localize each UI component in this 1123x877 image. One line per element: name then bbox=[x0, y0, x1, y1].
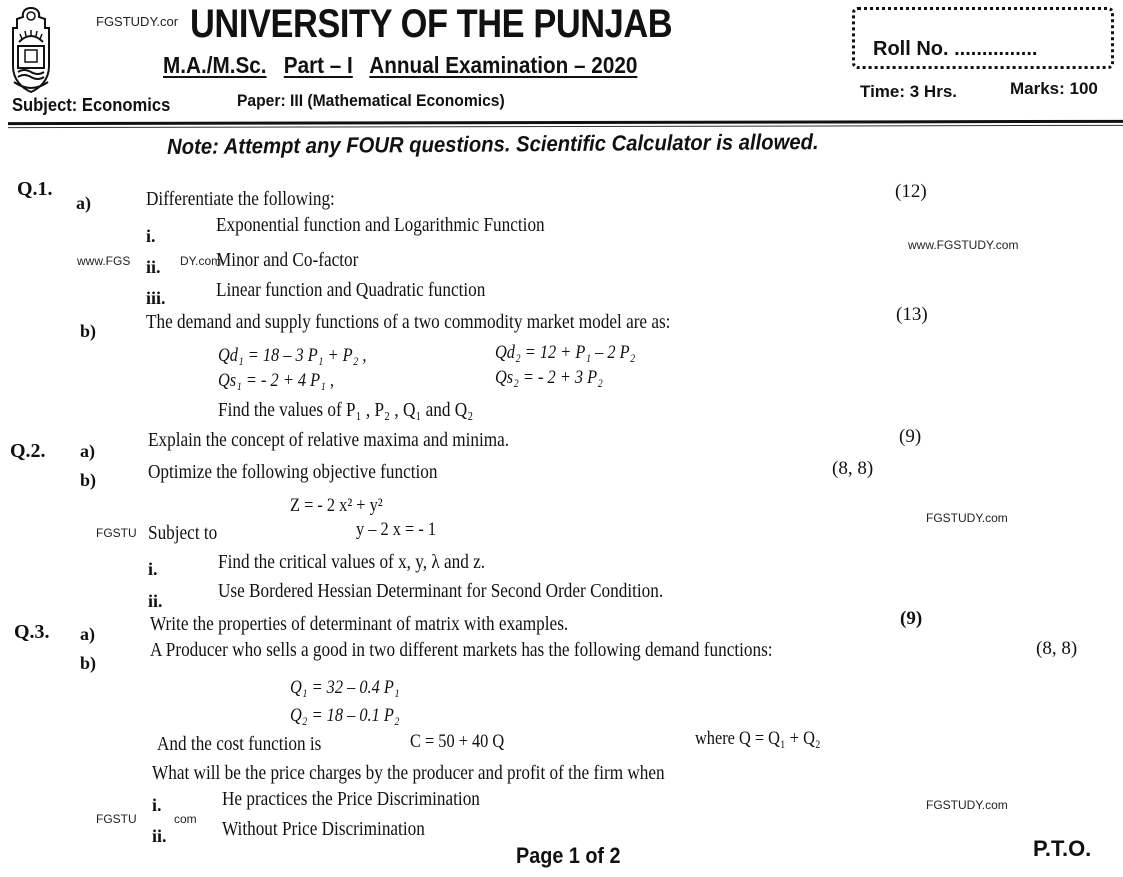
question-text: Differentiate the following: bbox=[146, 188, 335, 210]
marks: (9) bbox=[899, 426, 922, 447]
question-text: Explain the concept of relative maxima and minima. bbox=[148, 429, 510, 451]
marks: (13) bbox=[896, 304, 928, 325]
subject: Subject: Economics bbox=[12, 95, 171, 115]
question-text: Write the properties of determinant of matrix with examples. bbox=[150, 613, 569, 635]
marks: (9) bbox=[900, 608, 923, 629]
watermark: FGSTUDY.com bbox=[926, 798, 1008, 812]
part-label: a) bbox=[80, 441, 95, 461]
equation: Qd₁ = 18 – 3 P₁ + P₂ , bbox=[218, 345, 367, 366]
find-instruction: Find the values of P₁ , P₂ , Q₁ and Q₂ bbox=[218, 399, 474, 421]
cost-function: C = 50 + 40 Q bbox=[410, 731, 505, 752]
please-turn-over: P.T.O. bbox=[1033, 836, 1092, 861]
equation: Qd₂ = 12 + P₁ – 2 P₂ bbox=[495, 342, 636, 363]
question-number: Q.1. bbox=[17, 178, 53, 200]
question-number: Q.3. bbox=[14, 621, 50, 643]
item-label: i. bbox=[152, 795, 162, 815]
item-text: Find the critical values of x, y, λ and z. bbox=[218, 551, 486, 573]
item-label: ii. bbox=[148, 591, 163, 611]
instructions-note: Note: Attempt any FOUR questions. Scientific Calculator is allowed. bbox=[167, 129, 819, 159]
equation: Qs₁ = - 2 + 4 P₁ , bbox=[218, 370, 335, 391]
cost-function-label: And the cost function is bbox=[157, 733, 322, 755]
program: M.A./M.Sc. bbox=[163, 52, 267, 78]
part-label: b) bbox=[80, 653, 97, 673]
item-text: Exponential function and Logarithmic Function bbox=[216, 214, 545, 236]
program-line bbox=[163, 52, 637, 79]
watermark: FGSTU bbox=[96, 812, 137, 826]
item-label: i. bbox=[146, 226, 156, 246]
total-marks: Marks: 100 bbox=[1010, 79, 1098, 98]
watermark: DY.com bbox=[180, 254, 222, 268]
question-text: A Producer who sells a good in two different markets has the following demand functions: bbox=[150, 639, 773, 661]
objective-function: Z = - 2 x² + y² bbox=[290, 495, 383, 516]
watermark: FGSTUDY.cor bbox=[96, 14, 179, 29]
equation: Q₁ = 32 – 0.4 P₁ bbox=[290, 677, 400, 698]
subject-to-label: Subject to bbox=[148, 522, 218, 544]
header-divider-thin bbox=[8, 125, 1123, 128]
part-label: a) bbox=[80, 624, 95, 644]
watermark: FGSTU bbox=[96, 526, 137, 540]
part-label: b) bbox=[80, 470, 97, 490]
item-label: i. bbox=[148, 559, 158, 579]
item-label: ii. bbox=[152, 826, 167, 846]
equation: Qs₂ = - 2 + 3 P₂ bbox=[495, 367, 603, 388]
part-label: a) bbox=[76, 193, 91, 213]
paper-title: Paper: III (Mathematical Economics) bbox=[237, 91, 505, 110]
item-label: ii. bbox=[146, 257, 161, 277]
marks: (8, 8) bbox=[832, 458, 874, 479]
constraint: y – 2 x = - 1 bbox=[356, 519, 437, 540]
watermark: FGSTUDY.com bbox=[926, 511, 1008, 525]
item-text: Minor and Co-factor bbox=[216, 249, 359, 271]
watermark: www.FGSTUDY.com bbox=[908, 238, 1019, 252]
part-label: b) bbox=[80, 321, 97, 341]
page-number: Page 1 of 2 bbox=[516, 843, 621, 868]
university-crest-logo bbox=[8, 6, 54, 94]
item-text: Use Bordered Hessian Determinant for Second Order Condition. bbox=[218, 580, 664, 602]
equation: Q₂ = 18 – 0.1 P₂ bbox=[290, 705, 400, 726]
item-text: He practices the Price Discrimination bbox=[222, 788, 480, 810]
time-allowed: Time: 3 Hrs. bbox=[860, 82, 958, 101]
part: Part – I bbox=[283, 52, 353, 78]
question-text: Optimize the following objective function bbox=[148, 461, 438, 483]
exam-title: Annual Examination – 2020 bbox=[369, 52, 638, 78]
marks: (12) bbox=[895, 181, 927, 202]
question-text: What will be the price charges by the producer and profit of the firm when bbox=[152, 762, 665, 784]
item-text: Linear function and Quadratic function bbox=[216, 279, 486, 301]
marks: (8, 8) bbox=[1036, 638, 1078, 659]
question-text: The demand and supply functions of a two commodity market model are as: bbox=[146, 311, 671, 333]
watermark: www.FGS bbox=[77, 254, 131, 268]
item-text: Without Price Discrimination bbox=[222, 818, 425, 840]
roll-number-field[interactable]: Roll No. ............... bbox=[873, 38, 1038, 60]
total-quantity-definition: where Q = Q₁ + Q₂ bbox=[695, 728, 821, 749]
question-number: Q.2. bbox=[10, 440, 46, 462]
item-label: iii. bbox=[146, 288, 166, 308]
university-title: UNIVERSITY OF THE PUNJAB bbox=[190, 2, 673, 46]
watermark: com bbox=[174, 812, 197, 826]
